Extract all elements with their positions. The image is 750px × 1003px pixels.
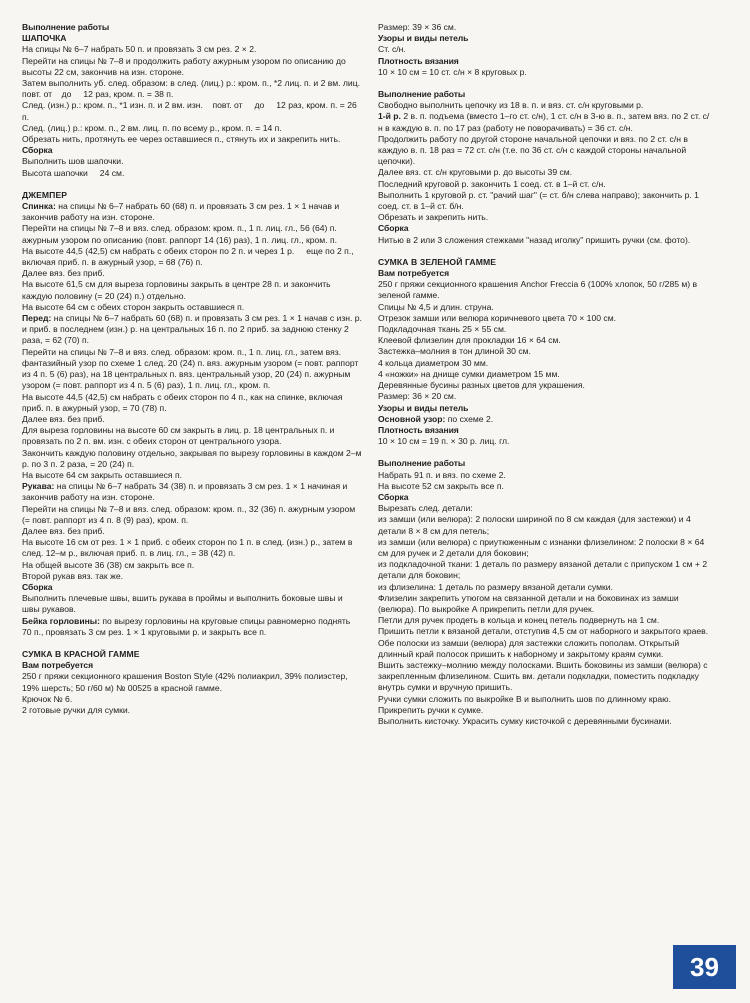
paragraph: Продолжить работу по другой стороне начальной цепочки и вяз. по 2 ст. с/н в каждую в. п. 18 раз = 72 ст. с/н (т.е. по 36 ст. с/н с каждой стороны начальной цепочки). [378,133,691,167]
paragraph: Пришить петли к вязаной детали, отступив 4,5 см от наборного и закрытого краев. [378,626,709,637]
paragraph: 2 готовые ручки для сумки. [22,704,131,715]
paragraph: Далее вяз. без приб. [22,413,105,424]
paragraph-text: по вырезу горловины на круговые спицы равномерно поднять 70 п., провязать 3 см рез. 1 × 1 круговыми р. и закрыть все п. [22,615,353,637]
paragraph: из замши (или велюра) с приутюженным с изнанки флизелином: 2 полоски 8 × 64 см для ручек и 2 детали для боковин; [378,536,707,558]
paragraph: Выполнить плечевые швы, вшить рукава в проймы и выполнить боковые швы и швы рукавов. [22,593,346,615]
section-subheading: Выполнение работы [22,22,110,32]
paragraph: 4 «ножки» на днище сумки диаметром 15 мм. [378,368,560,379]
paragraph: На общей высоте 36 (38) см закрыть все п. [22,559,195,570]
paragraph-text: 2 в. п. подъема (вместо 1–го ст. с/н), 1 ст. с/н в 3-ю в. п., затем вяз. по 2 ст. с/н в каждую в. п. по 17 раз (работу не поворачивать) = 36 ст. с/н. [378,111,710,133]
paragraph-text: на спицы № 6–7 набрать 60 (68) п. и провязать 3 см рез. 1 × 1 начав с изн. р. и приб. в последнем (изн.) р. на центральных 16 п. по 2 приб. за заднюю стенку 2 раза, = 62 (70) п. [22,313,365,346]
paragraph: Второй рукав вяз. так же. [22,570,123,581]
paragraph-gap [22,638,362,649]
paragraph [22,481,362,503]
paragraph: из флизелина: 1 деталь по размеру вязаной детали сумки. [378,581,613,592]
section-subheading: Сборка [378,491,409,502]
paragraph [22,616,362,638]
paragraph: 250 г пряжи секционного крашения Anchor Freccia 6 (100% хлопок, 50 г/285 м) в зеленой гамме. [378,279,700,301]
paragraph: 250 г пряжи секционного крашения Boston Style (42% полиакрил, 39% полиэстер, 19% шерсть; 50 г/60 м) № 00525 в красной гамме. [22,671,351,693]
section-subheading: Узоры и виды петель [378,33,469,44]
section-subheading: Сборка [22,581,53,592]
paragraph: Далее вяз. без приб. [22,525,105,536]
section-subheading: Вам потребуется [378,268,449,279]
paragraph: Далее вяз. ст. с/н круговыми р. до высоты 39 см. [378,167,573,178]
section-heading: СУМКА В КРАСНОЙ ГАММЕ [22,648,140,659]
paragraph: 10 × 10 см = 10 ст. с/н × 8 круговых р. [378,66,527,77]
paragraph: Свободно выполнить цепочку из 18 в. п. и вяз. ст. с/н круговыми р. [378,100,644,111]
paragraph: Последний круговой р. закончить 1 соед. ст. в 1–й ст. с/н. [378,178,606,189]
paragraph: Выполнить 1 круговой р. ст. "рачий шаг" (= ст. б/н слева направо); закончить р. 1 соед. ст. в 1–й ст. б/н. [378,189,702,212]
paragraph: На высоте 44,5 (42,5) см набрать с обеих сторон по 2 п. и через 1 р. еще по 2 п., включая приб. п. в ажурный узор, = 68 (76) п. [22,245,356,268]
page-number-badge [673,945,736,989]
paragraph: Обрезать и закрепить нить. [378,212,489,223]
paragraph: Размер: 39 × 36 см. [378,22,457,32]
paragraph: Нитью в 2 или 3 сложения стежками "назад иголку" пришить ручки (см. фото). [378,234,691,245]
section-subheading: Плотность вязания [378,424,459,435]
paragraph: Выполнить шов шапочки. [22,156,124,167]
section-subheading: Выполнение работы [378,458,466,469]
section-heading: ДЖЕМПЕР [22,189,68,200]
section-subheading: Плотность вязания [378,55,459,66]
paragraph-text: на спицы № 6–7 набрать 60 (68) п. и провязать 3 см рез. 1 × 1 начав и закончив работу на изн. стороне. [22,201,342,223]
paragraph: Обе полоски из замши (велюра) для застежки сложить пополам. Открытый длинный край полосок пришить к наборному и закрытому краям сумки. [378,637,682,659]
paragraph: из подкладочной ткани: 1 деталь по размеру вязаной детали с припуском 1 см + 2 детали для боковин; [378,559,710,581]
paragraph-lead: Перед: [22,313,52,324]
paragraph: Высота шапочки 24 см. [22,167,125,178]
paragraph: Клеевой флизелин для прокладки 16 × 64 см. [378,335,561,346]
section-subheading: ШАПОЧКА [22,33,67,44]
paragraph: На высоте 64 см с обеих сторон закрыть оставшиеся п. [22,301,245,312]
paragraph: Обрезать нить, протянуть ее через оставшиеся п., стянуть их и закрепить нить. [22,134,341,145]
paragraph-gap [378,246,714,257]
paragraph: Перейти на спицы № 7–8 и вяз. след. образом: кром. п., 1 п. лиц. гл., затем вяз. фантазийный узор по схеме 1 след. 20 (24) п. вяз. ажурным узором (= повт. раппорт из 4 п. 5 (6) раз), на 18 центральных п. вяз. центральный узор, 20 (24) п. ажурным узором (= повт. раппорт из 4 п. 5 (6) раз), 1 п. лиц. гл., кром. п. [22,346,361,391]
paragraph [22,313,365,347]
paragraph: Вшить застежку–молнию между полосками. Вшить боковины из замши (велюра) с закрепленным флизелином. Сшить вм. детали подкладки, поместить подкладку внутрь сумки и вручную пришить. [378,659,710,693]
section-heading: СУМКА В ЗЕЛЕНОЙ ГАММЕ [378,256,497,267]
paragraph: Отрезок замши или велюра коричневого цвета 70 × 100 см. [378,312,616,323]
paragraph: Крючок № 6. [22,693,73,704]
paragraph: Флизелин закрепить утюгом на связанной детали и на боковинах из замши (велюра). По выкройке А прикрепить петли для ручек. [378,592,682,614]
paragraph: Застежка–молния в тон длиной 30 см. [378,346,531,357]
paragraph: Ручки сумки сложить по выкройке В и выполнить шов по длинному краю. [378,693,671,704]
paragraph: След. (лиц.) р.: кром. п., 2 вм. лиц. п. по всему р., кром. п. = 14 п. [22,122,282,133]
paragraph-lead: Основной узор: [378,413,446,424]
paragraph: На высоте 64 см закрыть оставшиеся п. [22,469,182,480]
section-subheading: Узоры и виды петель [378,402,469,413]
paragraph: Деревянные бусины разных цветов для украшения. [378,380,585,391]
left-column [22,22,372,716]
section-subheading: Вам потребуется [22,660,93,671]
paragraph: На высоте 44,5 (42,5) см набрать с обеих сторон по 4 п., как на спинке, включая приб. п. в ажурный узор, = 70 (78) п. [22,391,345,413]
paragraph: На высоте 52 см закрыть все п. [378,480,504,491]
paragraph: Прикрепить ручки к сумке. [378,704,484,715]
paragraph: Перейти на спицы № 7–8 и вяз. след. образом: кром. п., 1 п. лиц. гл., 56 (64) п. ажурным узором по описанию (повт. раппорт 14 (16) раз), 1 п. лиц. гл., кром. п. [22,223,340,245]
page-number: 39 [690,951,719,982]
paragraph-gap [378,78,714,89]
paragraph: 4 кольца диаметром 30 мм. [378,357,489,368]
paragraph-lead: Спинка: [22,201,56,212]
paragraph: Для выреза горловины на высоте 60 см закрыть в лиц. р. 18 центральных п. и провязать по 2 п. вм. изн. с обеих сторон от центрального узора. [22,425,337,447]
paragraph-gap [22,179,362,190]
paragraph-gap [378,447,714,458]
paragraph: Выполнить кисточку. Украсить сумку кисточкой с деревянными бусинами. [378,715,672,726]
section-subheading: Выполнение работы [378,89,466,100]
paragraph-lead: Бейка горловины: [22,615,101,626]
paragraph: Перейти на спицы № 7–8 и вяз. след. образом: кром. п., 32 (36) п. ажурным узором (= повт. раппорт из 4 п. 8 (9) раз), кром. п. [22,503,358,525]
paragraph [378,111,714,133]
paragraph-text: на спицы № 6–7 набрать 34 (38) п. и провязать 3 см рез. 1 × 1 начиная и закончив работу на изн. стороне. [22,481,350,503]
paragraph: След. (изн.) р.: кром. п., *1 изн. п. и 2 вм. изн. повт. от до 12 раз, кром. п. = 26 п. [22,100,360,122]
paragraph: Затем выполнить уб. след. образом: в след. (лиц.) р.: кром. п., *2 лиц. п. и 2 вм. лиц. повт. от до 12 раз, кром. п. = 38 п. [22,78,372,100]
paragraph: На спицы № 6–7 набрать 50 п. и провязать 3 см рез. 2 × 2. [22,44,257,55]
paragraph: Набрать 91 п. и вяз. по схеме 2. [378,469,506,480]
paragraph: Вырезать след. детали: [378,503,473,514]
paragraph-lead: Рукава: [22,481,55,492]
paragraph: Петли для ручек продеть в кольца и конец петель подвернуть на 1 см. [378,615,660,626]
paragraph [378,414,714,425]
paragraph: из замши (или велюра): 2 полоски шириной по 8 см каждая (для застежки) и 4 детали 8 × 8 см для петель; [378,514,694,536]
paragraph: На высоте 61,5 см для выреза горловины закрыть в центре 28 п. и закончить каждую половину (= 20 (24) п.) отдельно. [22,279,334,301]
paragraph: 10 × 10 см = 19 п. × 30 р. лиц. гл. [378,436,510,447]
paragraph: Ст. с/н. [378,44,406,55]
paragraph: Далее вяз. без приб. [22,268,105,279]
paragraph: Закончить каждую половину отдельно, закрывая по вырезу горловины в каждом 2–м р. по 3 п. 2 раза, = 20 (24) п. [22,447,364,469]
section-subheading: Сборка [22,145,53,156]
paragraph: Размер: 36 × 20 см. [378,391,457,402]
paragraph: На высоте 16 см от рез. 1 × 1 приб. с обеих сторон по 1 п. в след. (изн.) р., затем в след. 12–м р., включая приб. п. в лиц. гл., = 38 (42) п. [22,537,355,559]
paragraph-text: по схеме 2. [445,413,494,424]
paragraph-lead: 1-й р. [378,111,401,122]
paragraph [22,201,362,223]
paragraph: Спицы № 4,5 и длин. струна. [378,301,494,312]
paragraph: Подкладочная ткань 25 × 55 см. [378,324,507,335]
section-subheading: Сборка [378,223,409,234]
paragraph: Перейти на спицы № 7–8 и продолжить работу ажурным узором по описанию до высоты 22 см, закончив на изн. стороне. [22,55,349,77]
right-column [378,22,714,727]
